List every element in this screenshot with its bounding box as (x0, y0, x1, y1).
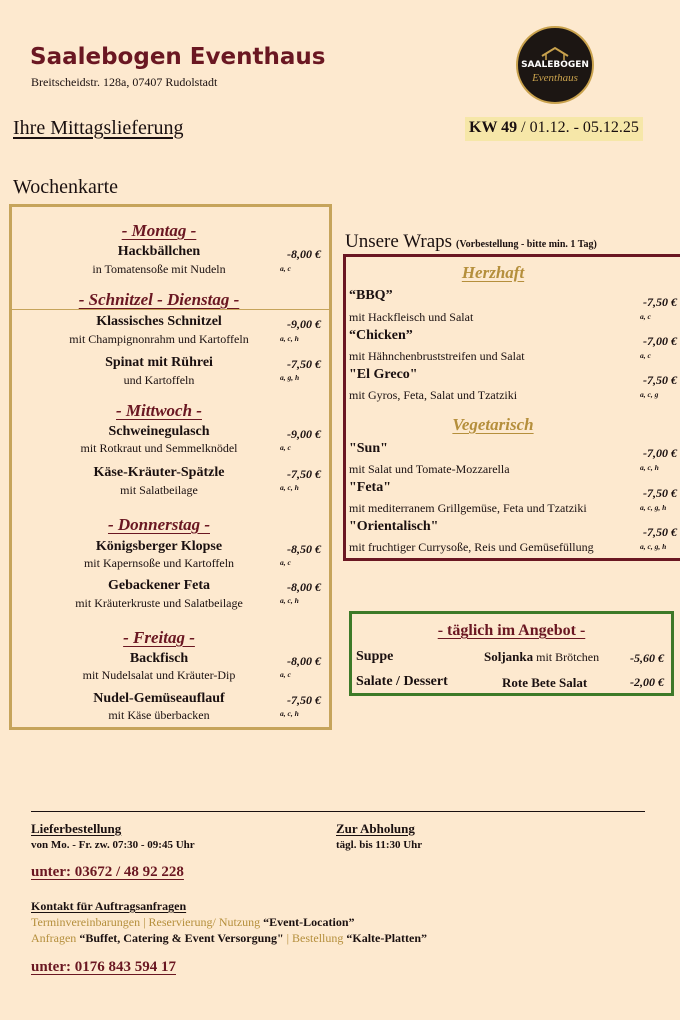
day-title-freitag: - Freitag - (123, 628, 195, 647)
daily-label: Suppe (356, 649, 394, 664)
contact-highlight: “Event-Location” (263, 915, 355, 929)
day-title-donnerstag: - Donnerstag - (107, 515, 210, 534)
dish-allergens: a, c, h (280, 709, 299, 718)
dish-allergens: a, g, h (280, 373, 300, 382)
wrap-name: "Sun" (349, 441, 388, 456)
wrap-name: "Feta" (349, 480, 391, 495)
contact-highlight: “Buffet, Catering & Event Versorgung" (79, 931, 284, 945)
wrap-price: -7,50 € (643, 295, 677, 309)
pickup-title: Zur Abholung (336, 821, 415, 836)
daily-item-name: Soljanka (484, 649, 534, 664)
daily-offer-title: - täglich im Angebot - (437, 622, 586, 639)
dish-allergens: a, c (280, 558, 291, 567)
restaurant-name: Saalebogen Eventhaus (30, 44, 326, 70)
contact-highlight: “Kalte-Platten” (346, 931, 428, 945)
wraps-section-herzhaft: Herzhaft (461, 263, 525, 282)
dish-name: Spinat mit Rührei (105, 355, 213, 370)
dish-allergens: a, c (280, 264, 291, 273)
contact-title: Kontakt für Auftragsanfragen (31, 899, 187, 913)
dish-name: Hackbällchen (117, 244, 201, 259)
dish-allergens: a, c, h (280, 483, 299, 492)
contact-text: Terminvereinbarungen | Reservierung/ Nutzung (31, 915, 264, 929)
wrap-price: -7,00 € (643, 334, 677, 348)
week-range: / 01.12. - 05.12.25 (521, 119, 639, 136)
wraps-note: (Vorbestellung - bitte min. 1 Tag) (456, 239, 597, 250)
dish-name: Käse-Kräuter-Spätzle (93, 465, 225, 480)
dish-name: Gebackener Feta (108, 578, 210, 593)
wrap-allergens: a, c, g, h (640, 503, 667, 512)
phone-contact-link[interactable]: unter: 0176 843 594 17 (31, 959, 176, 975)
dish-price: -9,00 € (287, 317, 321, 331)
dish-name: Nudel-Gemüseauflauf (93, 691, 225, 706)
subheading: Ihre Mittagslieferung (13, 117, 184, 139)
contact-text: Anfragen (31, 931, 80, 945)
dish-desc: mit Rotkraut und Semmelknödel (80, 441, 238, 455)
dish-desc: mit Nudelsalat und Kräuter-Dip (82, 668, 236, 682)
dish-price: -8,00 € (287, 654, 321, 668)
footer-divider (31, 811, 645, 812)
week-number: KW 49 (469, 119, 518, 136)
dish-name: Königsberger Klopse (95, 539, 223, 554)
wrap-desc: mit mediterranem Grillgemüse, Feta und Tzatziki (349, 501, 587, 515)
logo (516, 26, 594, 104)
wrap-desc: mit fruchtiger Currysoße, Reis und Gemüsefüllung (349, 540, 594, 554)
logo-text: SAALEBOGEN (521, 60, 589, 70)
delivery-hours: von Mo. - Fr. zw. 07:30 - 09:45 Uhr (31, 839, 195, 851)
wrap-name: "Orientalisch" (349, 519, 439, 534)
dish-price: -9,00 € (287, 427, 321, 441)
dish-allergens: a, c (280, 443, 291, 452)
dish-desc: mit Salatbeilage (120, 483, 198, 497)
pickup-hours: tägl. bis 11:30 Uhr (336, 839, 423, 851)
weekly-menu-title: Wochenkarte (13, 176, 118, 198)
dish-allergens: a, c, h (280, 334, 299, 343)
dish-allergens: a, c (280, 670, 291, 679)
logo-script: Eventhaus (532, 72, 578, 84)
wrap-desc: mit Hähnchenbruststreifen und Salat (349, 349, 525, 363)
wrap-allergens: a, c (640, 312, 651, 321)
daily-item (484, 649, 599, 665)
wrap-allergens: a, c, h (640, 463, 659, 472)
wrap-price: -7,50 € (643, 525, 677, 539)
daily-price: -2,00 € (630, 675, 664, 689)
wrap-name: “BBQ” (349, 288, 393, 303)
day-title-montag: - Montag - (121, 221, 197, 240)
wrap-allergens: a, c, g (640, 390, 659, 399)
wrap-desc: mit Salat und Tomate-Mozzarella (349, 462, 510, 476)
dish-name: Klassisches Schnitzel (96, 314, 222, 329)
daily-price: -5,60 € (630, 651, 664, 665)
dish-price: -7,50 € (287, 693, 321, 707)
dish-desc: und Kartoffeln (123, 373, 195, 387)
wrap-price: -7,50 € (643, 373, 677, 387)
contact-line-1 (31, 915, 355, 930)
dish-desc: in Tomatensoße mit Nudeln (92, 262, 226, 276)
wrap-name: “Chicken” (349, 328, 413, 343)
wrap-price: -7,00 € (643, 446, 677, 460)
dish-price: -8,00 € (287, 580, 321, 594)
day-title-mittwoch: - Mittwoch - (116, 401, 202, 420)
wrap-price: -7,50 € (643, 486, 677, 500)
dish-price: -8,00 € (287, 247, 321, 261)
wrap-name: "El Greco" (349, 367, 418, 382)
restaurant-address: Breitscheidstr. 128a, 07407 Rudolstadt (31, 75, 218, 89)
wraps-section-vegetarisch: Vegetarisch (452, 415, 534, 434)
wrap-desc: mit Gyros, Feta, Salat und Tzatziki (349, 388, 518, 402)
dish-name: Schweinegulasch (108, 424, 210, 439)
day-title-dienstag: - Schnitzel - Dienstag - (78, 290, 240, 309)
dish-price: -8,50 € (287, 542, 321, 556)
dish-desc: mit Käse überbacken (108, 708, 210, 722)
contact-text: | Bestellung (283, 931, 347, 945)
wrap-allergens: a, c, g, h (640, 542, 667, 551)
week-badge (465, 117, 643, 141)
wraps-title: Unsere Wraps (345, 231, 453, 252)
daily-item: Rote Bete Salat (502, 675, 588, 690)
dish-desc: mit Kräuterkruste und Salatbeilage (75, 596, 243, 610)
wrap-allergens: a, c (640, 351, 651, 360)
dish-desc: mit Champignonrahm und Kartoffeln (69, 332, 249, 346)
contact-line-2 (31, 931, 427, 946)
wraps-heading (345, 231, 597, 253)
dish-price: -7,50 € (287, 467, 321, 481)
dish-price: -7,50 € (287, 357, 321, 371)
delivery-title: Lieferbestellung (31, 821, 122, 836)
daily-label: Salate / Dessert (356, 674, 448, 689)
phone-order-link[interactable]: unter: 03672 / 48 92 228 (31, 864, 184, 880)
dish-allergens: a, c, h (280, 596, 299, 605)
dish-desc: mit Kapernsoße und Kartoffeln (83, 556, 235, 570)
wrap-desc: mit Hackfleisch und Salat (349, 310, 474, 324)
dish-name: Backfisch (129, 651, 189, 666)
daily-item-extra: mit Brötchen (533, 650, 600, 664)
